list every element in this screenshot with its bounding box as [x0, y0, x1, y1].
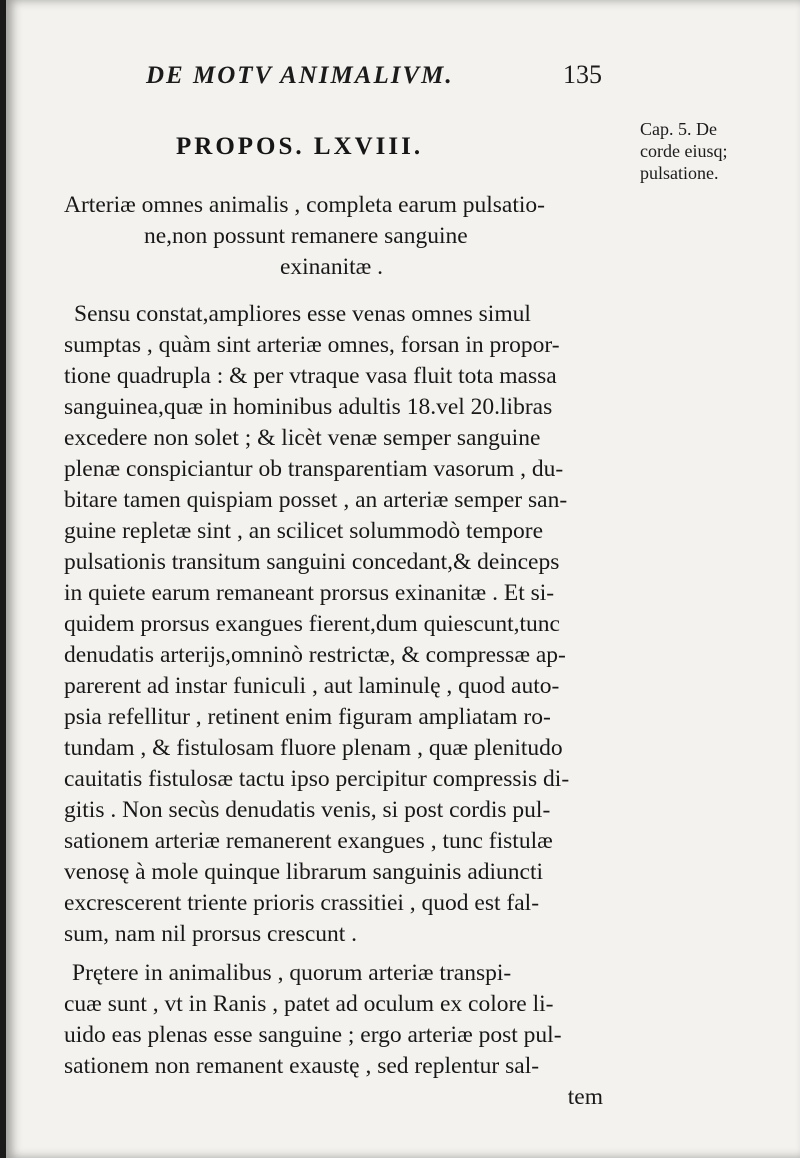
- proposition-heading: PROPOS. LXVIII.: [176, 133, 424, 160]
- body-line: excedere non solet ; & licèt venæ semper sanguine: [64, 425, 541, 451]
- body-line: guine repletæ sint , an scilicet solummodò tempore: [64, 518, 544, 544]
- catchword: tem: [567, 1084, 603, 1110]
- margin-note: [640, 118, 790, 184]
- body-line: uido eas plenas esse sanguine ; ergo arteriæ post pul-: [64, 1022, 562, 1048]
- body-line: tione quadrupla : & per vtraque vasa fluit tota massa: [64, 363, 557, 389]
- page-number: 135: [563, 60, 602, 89]
- body-line: plenæ conspiciantur ob transparentiam vasorum , du-: [64, 456, 564, 482]
- body-text: [64, 190, 639, 1113]
- body-line: in quiete earum remaneant prorsus exinanitæ . Et si-: [64, 580, 555, 606]
- body-line: bitare tamen quispiam posset , an arteriæ semper san-: [64, 487, 568, 513]
- body-line: Arteriæ omnes animalis , completa earum pulsatio-: [64, 192, 545, 218]
- body-line: gitis . Non secùs denudatis venis, si post cordis pul-: [64, 797, 551, 823]
- body-line: psia refellitur , retinent enim figuram ampliatam ro-: [64, 704, 551, 730]
- body-line: pulsationis transitum sanguini concedant,& deinceps: [64, 549, 560, 575]
- body-line: sanguinea,quæ in hominibus adultis 18.vel 20.libras: [64, 394, 553, 420]
- body-line: quidem prorsus exangues fierent,dum quiescunt,tunc: [64, 611, 560, 637]
- body-line: exinanitæ .: [279, 254, 384, 280]
- body-line: sumptas , quàm sint arteriæ omnes, forsan in propor-: [64, 332, 560, 358]
- body-line: tundam , & fistulosam fluore plenam , quæ plenitudo: [64, 735, 563, 761]
- body-line: sationem arteriæ remanerent exangues , tunc fistulæ: [64, 828, 553, 854]
- running-head: [146, 62, 606, 102]
- body-line: denudatis arterijs,omninò restrictæ, & compressæ ap-: [64, 642, 566, 668]
- body-line: Prętere in animalibus , quorum arteriæ transpi-: [72, 960, 512, 986]
- running-title: DE MOTV ANIMALIVM.: [146, 62, 454, 89]
- body-line: ne,non possunt remanere sanguine: [144, 223, 468, 249]
- body-line: excrescerent triente prioris crassitiei , quod est fal-: [64, 890, 540, 916]
- body-line: parerent ad instar funiculi , aut laminulę , quod auto-: [64, 673, 560, 699]
- body-line: cauitatis fistulosæ tactu ipso percipitur compressis di-: [64, 766, 570, 792]
- body-line: Sensu constat,ampliores esse venas omnes simul: [74, 301, 531, 327]
- body-line: cuæ sunt , vt in Ranis , patet ad oculum ex colore li-: [64, 991, 554, 1017]
- book-page: [6, 0, 800, 1158]
- margin-note-line: corde eiusq;: [640, 141, 728, 161]
- margin-note-line: pulsatione.: [640, 163, 719, 183]
- body-line: sum, nam nil prorsus crescunt .: [64, 921, 358, 947]
- body-line: venosę à mole quinque librarum sanguinis adiuncti: [64, 859, 544, 885]
- body-line: sationem non remanent exaustę , sed replentur sal-: [64, 1053, 540, 1079]
- margin-note-line: Cap. 5. De: [640, 119, 717, 139]
